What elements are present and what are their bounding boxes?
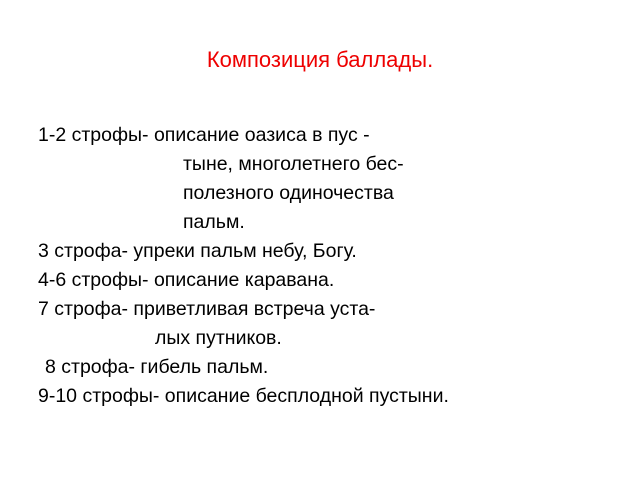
text-line: полезного одиночества [183,182,394,204]
text-line: 4-6 строфы- описание каравана. [38,269,335,291]
slide-title: Композиция баллады. [206,47,434,72]
text-line: 3 строфа- упреки пальм небу, Богу. [38,240,357,262]
text-line: 8 строфа- гибель пальм. [45,356,269,378]
text-line: лых путников. [155,327,282,349]
text-line: 9-10 строфы- описание бесплодной пустыни. [38,385,449,407]
text-line: 7 строфа- приветливая встреча уста- [38,298,376,320]
text-line: пальм. [183,211,245,233]
text-line: 1-2 строфы- описание оазиса в пус - [38,124,370,146]
text-line: тыне, многолетнего бес- [183,153,404,175]
